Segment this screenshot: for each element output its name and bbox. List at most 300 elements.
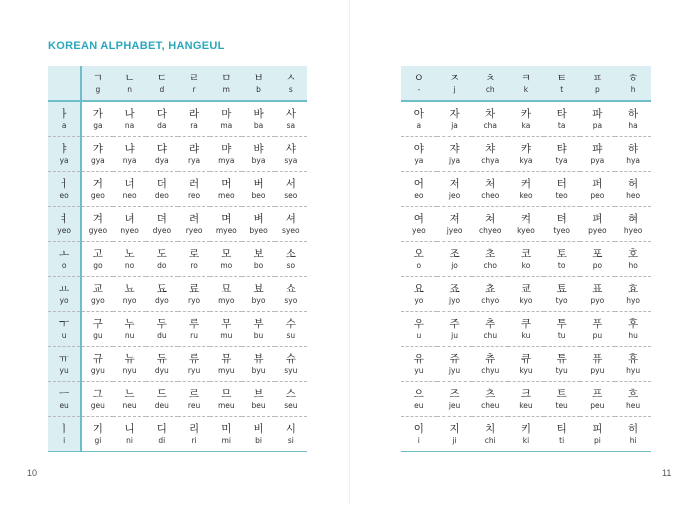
consonant-header-cell	[113, 66, 145, 101]
syllable-cell	[437, 417, 473, 452]
hangeul-glyph: 수	[285, 317, 296, 330]
syllable-cell	[437, 137, 473, 172]
syllable-cell	[113, 101, 145, 137]
romanization: heo	[626, 190, 641, 200]
hangeul-glyph: 됴	[156, 282, 167, 295]
page-number-left: 10	[27, 468, 38, 478]
vowel-header-cell	[48, 382, 81, 417]
hangeul-glyph: 브	[253, 387, 264, 400]
hangeul-table-left	[48, 66, 307, 452]
hangeul-glyph: 초	[485, 247, 496, 260]
hangeul-glyph: 녀	[124, 212, 135, 225]
hangeul-glyph: 지	[449, 422, 460, 435]
romanization: syo	[284, 295, 298, 305]
syllable-cell	[401, 101, 437, 137]
syllable-cell	[401, 137, 437, 172]
hangeul-glyph: ㅡ	[59, 387, 70, 400]
syllable-cell	[580, 312, 616, 347]
hangeul-glyph: ㄱ	[92, 71, 103, 84]
consonant-header-cell	[210, 66, 242, 101]
romanization: peo	[590, 190, 605, 200]
syllable-cell	[81, 207, 113, 242]
hangeul-glyph: ㄷ	[156, 71, 167, 84]
hangeul-glyph: 러	[188, 177, 200, 190]
hangeul-glyph: 퍼	[592, 177, 603, 190]
romanization: gyu	[90, 365, 105, 375]
hangeul-glyph: 누	[124, 317, 135, 330]
hangeul-glyph: 히	[628, 422, 639, 435]
vowel-header-cell	[48, 242, 81, 277]
syllable-cell	[81, 101, 113, 137]
table-row	[401, 137, 651, 172]
hangeul-glyph: ㅜ	[59, 317, 70, 330]
hangeul-glyph: 터	[556, 177, 567, 190]
romanization: pi	[593, 435, 601, 445]
hangeul-glyph: 피	[592, 422, 603, 435]
romanization: gu	[93, 330, 103, 340]
romanization: meo	[218, 190, 235, 200]
romanization: ta	[557, 120, 566, 130]
hangeul-glyph: 뮤	[221, 352, 232, 365]
hangeul-glyph: 비	[253, 422, 264, 435]
syllable-cell	[401, 312, 437, 347]
romanization: ki	[522, 435, 530, 445]
syllable-cell	[113, 382, 145, 417]
hangeul-glyph: 표	[592, 282, 603, 295]
hangeul-glyph: 휴	[628, 352, 639, 365]
consonant-header-cell	[401, 66, 437, 101]
hangeul-glyph: 혀	[628, 212, 639, 225]
vowel-header-cell	[48, 417, 81, 452]
hangeul-glyph: 규	[92, 352, 103, 365]
hangeul-glyph: 뉴	[124, 352, 135, 365]
syllable-cell	[401, 382, 437, 417]
romanization: deu	[154, 400, 169, 410]
table-row	[48, 382, 307, 417]
syllable-cell	[178, 137, 210, 172]
hangeul-glyph: 우	[413, 317, 424, 330]
consonant-header-row	[401, 66, 651, 101]
romanization: jeu	[448, 400, 461, 410]
romanization: dyo	[154, 295, 169, 305]
hangeul-glyph: 드	[156, 387, 167, 400]
romanization: dya	[154, 155, 169, 165]
syllable-cell	[580, 242, 616, 277]
romanization: kyeo	[517, 225, 535, 235]
hangeul-glyph: 사	[285, 107, 296, 120]
hangeul-glyph: 쿠	[520, 317, 532, 330]
hangeul-glyph: 츠	[485, 387, 496, 400]
hangeul-glyph: ㅇ	[413, 71, 424, 84]
romanization: meu	[217, 400, 235, 410]
hangeul-glyph: 나	[124, 107, 135, 120]
syllable-cell	[178, 417, 210, 452]
hangeul-glyph: 르	[188, 387, 200, 400]
syllable-cell	[275, 137, 307, 172]
syllable-cell	[401, 242, 437, 277]
syllable-cell	[580, 277, 616, 312]
romanization: i	[63, 435, 66, 445]
syllable-cell	[508, 242, 544, 277]
syllable-cell	[437, 382, 473, 417]
hangeul-glyph: ㄹ	[188, 71, 200, 84]
hangeul-glyph: 셔	[285, 212, 296, 225]
romanization: u	[416, 330, 422, 340]
romanization: ni	[126, 435, 134, 445]
syllable-cell	[472, 417, 508, 452]
hangeul-glyph: 큐	[520, 352, 532, 365]
hangeul-glyph: 구	[92, 317, 103, 330]
syllable-cell	[210, 382, 242, 417]
hangeul-glyph: 프	[592, 387, 603, 400]
hangeul-glyph: 샤	[285, 142, 296, 155]
hangeul-glyph: 냐	[124, 142, 135, 155]
romanization: geo	[90, 190, 105, 200]
consonant-header-cell	[437, 66, 473, 101]
syllable-cell	[242, 312, 274, 347]
syllable-cell	[242, 137, 274, 172]
syllable-cell	[242, 277, 274, 312]
vowel-header-cell	[48, 347, 81, 382]
syllable-cell	[81, 382, 113, 417]
syllable-cell	[210, 312, 242, 347]
hangeul-glyph: 마	[221, 107, 232, 120]
syllable-cell	[178, 277, 210, 312]
syllable-cell	[146, 172, 178, 207]
romanization: heu	[626, 400, 641, 410]
hangeul-glyph: 파	[592, 107, 603, 120]
romanization: teo	[555, 190, 568, 200]
table-row	[401, 312, 651, 347]
hangeul-glyph: 니	[124, 422, 135, 435]
romanization: mya	[218, 155, 235, 165]
romanization: myu	[218, 365, 235, 375]
romanization: keo	[519, 190, 533, 200]
table-row	[401, 207, 651, 242]
syllable-cell	[508, 172, 544, 207]
hangeul-glyph: ㅑ	[59, 142, 70, 155]
table-row	[48, 417, 307, 452]
romanization: eu	[414, 400, 424, 410]
hangeul-glyph: 켜	[520, 212, 532, 225]
consonant-header-cell	[178, 66, 210, 101]
romanization: byo	[251, 295, 266, 305]
hangeul-glyph: 처	[485, 177, 496, 190]
romanization: pu	[592, 330, 603, 340]
romanization: myeo	[215, 225, 237, 235]
syllable-cell	[242, 347, 274, 382]
romanization: eo	[59, 190, 69, 200]
romanization: h	[630, 84, 636, 94]
romanization: neu	[122, 400, 137, 410]
syllable-cell	[210, 172, 242, 207]
syllable-cell	[508, 312, 544, 347]
syllable-cell	[146, 277, 178, 312]
hangeul-glyph: ㄴ	[124, 71, 135, 84]
table-row	[401, 417, 651, 452]
romanization: pyeo	[588, 225, 607, 235]
romanization: hyu	[626, 365, 641, 375]
syllable-cell	[615, 347, 651, 382]
syllable-cell	[544, 172, 580, 207]
romanization: cheu	[481, 400, 500, 410]
romanization: ti	[559, 435, 565, 445]
syllable-cell	[580, 347, 616, 382]
romanization: k	[523, 84, 529, 94]
syllable-cell	[113, 172, 145, 207]
consonant-header-cell	[544, 66, 580, 101]
syllable-cell	[544, 277, 580, 312]
syllable-cell	[615, 101, 651, 137]
syllable-cell	[210, 417, 242, 452]
hangeul-glyph: 쳐	[485, 212, 496, 225]
syllable-cell	[81, 417, 113, 452]
hangeul-glyph: 트	[556, 387, 567, 400]
hangeul-glyph: 뵤	[253, 282, 264, 295]
syllable-cell	[178, 207, 210, 242]
syllable-cell	[437, 347, 473, 382]
syllable-cell	[508, 277, 544, 312]
syllable-cell	[615, 207, 651, 242]
syllable-cell	[113, 207, 145, 242]
syllable-cell	[178, 172, 210, 207]
syllable-cell	[615, 242, 651, 277]
hangeul-glyph: 툐	[556, 282, 567, 295]
romanization: gya	[90, 155, 105, 165]
hangeul-glyph: 차	[485, 107, 496, 120]
romanization: ya	[414, 155, 424, 165]
hangeul-glyph: 하	[628, 107, 639, 120]
hangeul-glyph: ㅛ	[59, 282, 70, 295]
romanization: seo	[284, 190, 298, 200]
hangeul-glyph: 무	[221, 317, 232, 330]
hangeul-glyph: ㅏ	[59, 107, 70, 120]
romanization: ko	[521, 260, 531, 270]
hangeul-glyph: 듀	[156, 352, 167, 365]
romanization: a	[61, 120, 67, 130]
romanization: teu	[555, 400, 568, 410]
romanization: chyu	[481, 365, 500, 375]
syllable-cell	[580, 101, 616, 137]
hangeul-glyph: 호	[628, 247, 639, 260]
hangeul-glyph: 자	[449, 107, 460, 120]
romanization: bi	[255, 435, 262, 445]
syllable-cell	[178, 312, 210, 347]
hangeul-glyph: 랴	[188, 142, 200, 155]
syllable-cell	[81, 277, 113, 312]
hangeul-glyph: 도	[156, 247, 167, 260]
syllable-cell	[146, 382, 178, 417]
romanization: jya	[448, 155, 461, 165]
romanization: -	[417, 84, 421, 94]
syllable-cell	[544, 312, 580, 347]
syllable-cell	[242, 101, 274, 137]
table-row	[48, 347, 307, 382]
table-row	[48, 277, 307, 312]
romanization: cheo	[481, 190, 500, 200]
syllable-cell	[472, 277, 508, 312]
hangeul-glyph: 므	[221, 387, 232, 400]
hangeul-glyph: ㅗ	[59, 247, 70, 260]
hangeul-glyph: 서	[285, 177, 296, 190]
table-row	[48, 172, 307, 207]
hangeul-glyph: 먀	[221, 142, 232, 155]
hangeul-glyph: ㅌ	[556, 71, 567, 84]
consonant-header-cell	[508, 66, 544, 101]
romanization: j	[453, 84, 456, 94]
romanization: ba	[253, 120, 264, 130]
syllable-cell	[437, 101, 473, 137]
hangeul-glyph: 으	[413, 387, 424, 400]
hangeul-glyph: 보	[253, 247, 264, 260]
romanization: yo	[414, 295, 424, 305]
hangeul-glyph: 느	[124, 387, 135, 400]
syllable-cell	[210, 347, 242, 382]
syllable-cell	[401, 347, 437, 382]
romanization: t	[560, 84, 564, 94]
hangeul-glyph: ㅅ	[285, 71, 296, 84]
romanization: nyo	[122, 295, 137, 305]
romanization: m	[222, 84, 230, 94]
romanization: ha	[628, 120, 638, 130]
romanization: reo	[188, 190, 201, 200]
syllable-cell	[81, 312, 113, 347]
romanization: neo	[122, 190, 137, 200]
romanization: yeo	[412, 225, 426, 235]
syllable-cell	[401, 277, 437, 312]
syllable-cell	[146, 137, 178, 172]
romanization: i	[417, 435, 420, 445]
hangeul-glyph: ㅈ	[449, 71, 460, 84]
hangeul-glyph: 뷰	[253, 352, 264, 365]
table-row	[48, 312, 307, 347]
romanization: ho	[628, 260, 638, 270]
hangeul-glyph: 기	[92, 422, 103, 435]
romanization: tu	[557, 330, 566, 340]
romanization: go	[93, 260, 103, 270]
romanization: p	[594, 84, 600, 94]
romanization: reu	[187, 400, 201, 410]
romanization: ji	[452, 435, 457, 445]
romanization: mi	[221, 435, 231, 445]
hangeul-glyph: ㅁ	[221, 71, 232, 84]
romanization: sya	[284, 155, 298, 165]
hangeul-glyph: 펴	[592, 212, 603, 225]
hangeul-glyph: 텨	[556, 212, 567, 225]
syllable-cell	[113, 137, 145, 172]
hangeul-glyph: 뇨	[124, 282, 135, 295]
hangeul-glyph: 모	[221, 247, 232, 260]
romanization: yeo	[57, 225, 71, 235]
hangeul-glyph: 너	[124, 177, 135, 190]
romanization: da	[157, 120, 167, 130]
romanization: po	[592, 260, 603, 270]
hangeul-glyph: 거	[92, 177, 103, 190]
syllable-cell	[146, 347, 178, 382]
hangeul-glyph: 치	[485, 422, 496, 435]
syllable-cell	[508, 101, 544, 137]
romanization: yo	[59, 295, 69, 305]
hangeul-glyph: 타	[556, 107, 567, 120]
romanization: gyeo	[88, 225, 108, 235]
hangeul-glyph: 요	[413, 282, 424, 295]
hangeul-glyph: 키	[520, 422, 532, 435]
romanization: n	[127, 84, 132, 94]
hangeul-glyph: ㅎ	[628, 71, 639, 84]
hangeul-glyph: 죠	[449, 282, 460, 295]
romanization: hu	[628, 330, 638, 340]
syllable-cell	[275, 207, 307, 242]
romanization: ryo	[188, 295, 201, 305]
table-row	[401, 172, 651, 207]
syllable-cell	[544, 207, 580, 242]
syllable-cell	[544, 137, 580, 172]
hangeul-glyph: 묘	[221, 282, 232, 295]
hangeul-glyph: 여	[413, 212, 424, 225]
romanization: ku	[521, 330, 531, 340]
hangeul-glyph: 티	[556, 422, 567, 435]
hangeul-glyph: 후	[628, 317, 639, 330]
romanization: eo	[414, 190, 424, 200]
syllable-cell	[178, 347, 210, 382]
romanization: seu	[284, 400, 298, 410]
syllable-cell	[472, 382, 508, 417]
hangeul-glyph: 햐	[628, 142, 639, 155]
romanization: b	[256, 84, 261, 94]
romanization: si	[287, 435, 294, 445]
syllable-cell	[81, 347, 113, 382]
romanization: rya	[188, 155, 201, 165]
hangeul-glyph: ㅂ	[253, 71, 264, 84]
syllable-cell	[275, 277, 307, 312]
hangeul-glyph: 쟈	[449, 142, 460, 155]
hangeul-glyph: 로	[188, 247, 200, 260]
romanization: ka	[521, 120, 531, 130]
hangeul-glyph: 려	[188, 212, 200, 225]
consonant-header-cell	[242, 66, 274, 101]
romanization: ri	[191, 435, 197, 445]
hangeul-glyph: 버	[253, 177, 264, 190]
hangeul-glyph: 아	[413, 107, 424, 120]
romanization: yu	[59, 365, 69, 375]
romanization: g	[95, 84, 101, 94]
syllable-cell	[472, 172, 508, 207]
syllable-cell	[544, 382, 580, 417]
romanization: du	[157, 330, 167, 340]
syllable-cell	[615, 417, 651, 452]
hangeul-glyph: ㅕ	[59, 212, 70, 225]
hangeul-glyph: ㅣ	[59, 422, 70, 435]
romanization: bo	[253, 260, 264, 270]
hangeul-glyph: ㅠ	[59, 352, 70, 365]
hangeul-glyph: 시	[285, 422, 296, 435]
hangeul-glyph: 푸	[592, 317, 603, 330]
syllable-cell	[615, 277, 651, 312]
romanization: ryeo	[185, 225, 203, 235]
romanization: cha	[483, 120, 497, 130]
romanization: nyu	[122, 365, 137, 375]
romanization: chyo	[481, 295, 500, 305]
syllable-cell	[113, 347, 145, 382]
romanization: hyo	[626, 295, 640, 305]
hangeul-glyph: 쵸	[485, 282, 496, 295]
syllable-cell	[472, 312, 508, 347]
romanization: gi	[94, 435, 102, 445]
syllable-cell	[210, 101, 242, 137]
hangeul-glyph: 미	[221, 422, 232, 435]
syllable-cell	[275, 101, 307, 137]
page-title: KOREAN ALPHABET, HANGEUL	[48, 40, 225, 52]
